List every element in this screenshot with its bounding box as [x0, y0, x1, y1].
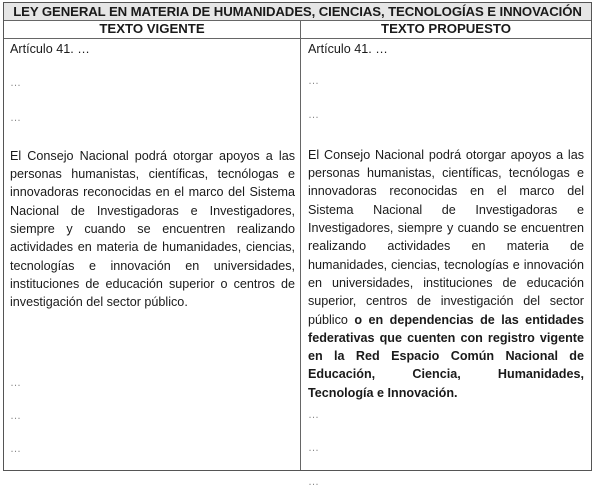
column-texto-propuesto — [301, 39, 591, 488]
header-texto-vigente: TEXTO VIGENTE — [4, 20, 300, 39]
ellipsis: … — [10, 443, 21, 455]
article-paragraph — [308, 146, 584, 402]
ellipsis: … — [10, 410, 21, 422]
article-heading: Artículo 41. … — [10, 42, 90, 56]
ellipsis: … — [10, 111, 21, 124]
ellipsis: … — [308, 442, 319, 455]
article-paragraph: El Consejo Nacional podrá otorgar apoyos a las personas humanistas, científicas, tecnólogas e innovadoras reconocidas en el marco del Sistema Nacional de Investigadoras e Investigadores, siempre y cuando se encuentren realizando actividades en materia de humanidades, ciencias, tecnologías e innovación en universidades, instituciones de educación superior o centros de investigación del sector público. — [10, 148, 295, 310]
paragraph-regular-text: El Consejo Nacional podrá otorgar apoyos a las personas humanistas, científicas, tecnólogas e innovadoras reconocidas en el marco del Sistema Nacional de Investigadoras e Investigadores, siempre y cuando se encuentren realizando actividades en materia de humanidades, ciencias, tecnologías e innovación en universidades, instituciones de educación superior, centros de investigación del sector público — [308, 147, 584, 327]
article-heading: Artículo 41. … — [308, 42, 388, 56]
ellipsis: … — [308, 409, 319, 422]
ellipsis: … — [308, 75, 319, 88]
ellipsis: … — [10, 377, 21, 389]
comparison-table — [3, 2, 592, 488]
ellipsis: … — [308, 475, 319, 488]
header-texto-propuesto: TEXTO PROPUESTO — [301, 20, 591, 39]
column-texto-vigente — [4, 39, 300, 470]
table-title: LEY GENERAL EN MATERIA DE HUMANIDADES, CIENCIAS, TECNOLOGÍAS E INNOVACIÓN — [4, 3, 591, 21]
paragraph-proposed-addition: o en dependencias de las entidades federativas que cuenten con registro vigente en la Red Espacio Común Nacional de Educación, Ciencia, Humanidades, Tecnología e Innovación. — [308, 312, 584, 400]
ellipsis: … — [10, 77, 21, 90]
ellipsis: … — [308, 108, 319, 121]
